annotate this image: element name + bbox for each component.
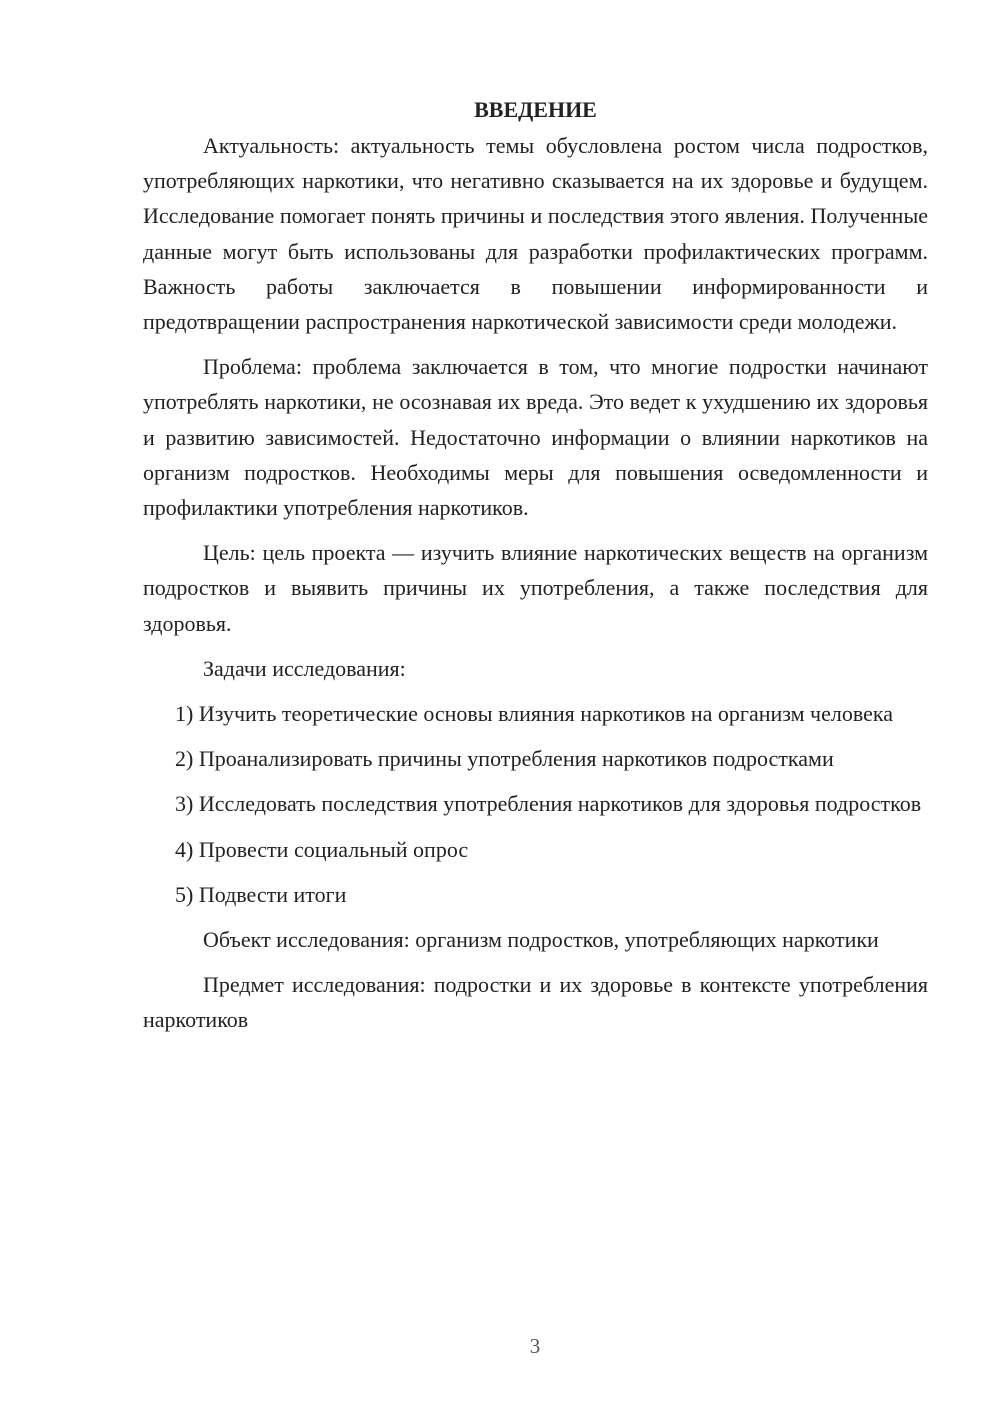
task-item-1: 1) Изучить теоретические основы влияния наркотиков на организм человека [175, 701, 894, 727]
page-title: ВВЕДЕНИЕ [474, 97, 597, 122]
document-page [143, 92, 928, 1048]
goal-paragraph: Цель: цель проекта — изучить влияние наркотических веществ на организм подростков и выявить причины их употребления, а также последствия для здоровья. [143, 540, 928, 636]
task-item-3: 3) Исследовать последствия употребления наркотиков для здоровья подростков [175, 791, 922, 817]
tasks-heading: Задачи исследования: [203, 655, 406, 681]
object-paragraph: Объект исследования: организм подростков, употребляющих наркотики [203, 927, 879, 953]
subject-paragraph: Предмет исследования: подростки и их здоровье в контексте употребления наркотиков [143, 972, 928, 1033]
task-item-2: 2) Проанализировать причины употребления наркотиков подростками [175, 746, 834, 772]
page-number: 3 [529, 1334, 541, 1358]
task-item-5: 5) Подвести итоги [175, 881, 347, 907]
task-item-4: 4) Провести социальный опрос [175, 836, 469, 862]
relevance-paragraph: Актуальность: актуальность темы обусловлена ростом числа подростков, употребляющих наркотики, что негативно сказывается на их здоровье и будущем. Исследование помогает понять причины и последствия этого явления. Полученные данные могут быть использованы для разработки профилактических программ. Важность работы заключается в повышении информированности и предотвращении распространения наркотической зависимости среди молодежи. [143, 133, 928, 335]
problem-paragraph: Проблема: проблема заключается в том, что многие подростки начинают употреблять наркотики, не осознавая их вреда. Это ведет к ухудшению их здоровья и развитию зависимостей. Недостаточно информации о влиянии наркотиков на организм подростков. Необходимы меры для повышения осведомленности и профилактики употребления наркотиков. [143, 354, 928, 521]
